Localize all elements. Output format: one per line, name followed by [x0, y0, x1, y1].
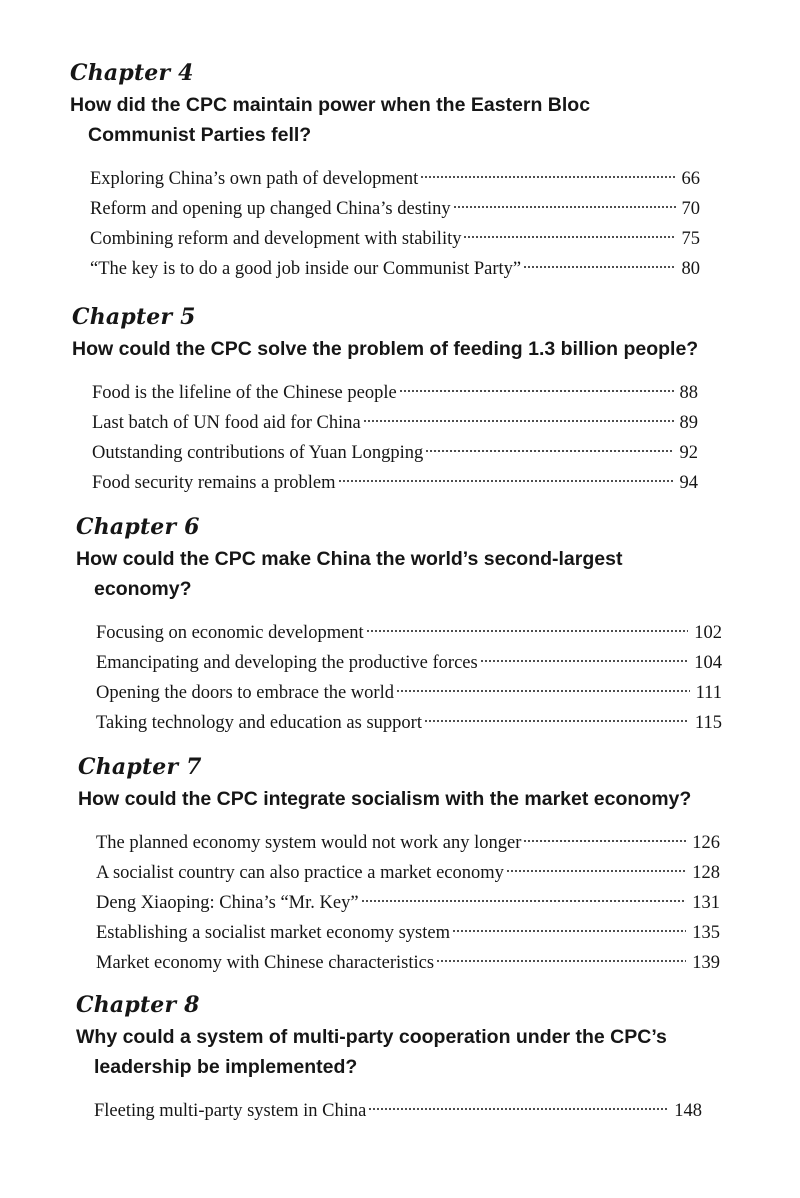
entry-page-number: 115 — [694, 713, 722, 733]
chapter-question — [70, 90, 700, 150]
entry-title: Food is the lifeline of the Chinese people — [92, 383, 397, 403]
entry-title: Reform and opening up changed China’s destiny — [90, 199, 451, 219]
entry-page-number: 104 — [694, 653, 722, 673]
chapter-label: Chapter 5 — [72, 304, 196, 330]
chapter-question-line: Communist Parties fell? — [88, 124, 312, 146]
entry-page-number: 75 — [681, 229, 700, 249]
toc-entry[interactable] — [96, 918, 720, 948]
toc-entry[interactable] — [96, 948, 720, 978]
dot-leader — [338, 478, 674, 484]
entry-title: A socialist country can also practice a market economy — [96, 863, 504, 883]
chapter-label: Chapter 8 — [76, 992, 200, 1018]
entry-title: Focusing on economic development — [96, 623, 364, 643]
dot-leader — [424, 718, 689, 724]
chapter-question-line: leadership be implemented? — [94, 1056, 358, 1078]
entry-page-number: 66 — [681, 169, 700, 189]
dot-leader — [452, 928, 686, 934]
dot-leader — [425, 448, 673, 454]
chapter-question — [76, 1022, 726, 1082]
entry-list — [78, 828, 726, 978]
entry-page-number: 92 — [679, 443, 698, 463]
entry-title: Opening the doors to embrace the world — [96, 683, 394, 703]
entry-page-number: 135 — [692, 923, 720, 943]
dot-leader — [396, 688, 690, 694]
chapter-label: Chapter 4 — [70, 60, 194, 86]
dot-leader — [363, 418, 674, 424]
dot-leader — [366, 628, 689, 634]
entry-title: Outstanding contributions of Yuan Longping — [92, 443, 424, 463]
toc-entry[interactable] — [90, 254, 700, 284]
toc-entry[interactable] — [92, 408, 698, 438]
entry-page-number: 80 — [681, 259, 700, 279]
entry-title: Market economy with Chinese characteristics — [96, 953, 435, 973]
chapter-question — [78, 784, 726, 814]
entry-list — [76, 1096, 726, 1126]
entry-page-number: 88 — [679, 383, 698, 403]
entry-title: Last batch of UN food aid for China — [92, 413, 361, 433]
toc-entry[interactable] — [92, 468, 698, 498]
toc-entry[interactable] — [92, 438, 698, 468]
toc-entry[interactable] — [90, 164, 700, 194]
chapter-question-line: economy? — [94, 578, 192, 600]
toc-entry[interactable] — [94, 1096, 702, 1126]
chapter-label: Chapter 6 — [76, 514, 200, 540]
entry-page-number: 94 — [679, 473, 698, 493]
entry-list — [70, 164, 700, 284]
entry-title: The planned economy system would not work any longer — [96, 833, 522, 853]
entry-page-number: 111 — [695, 683, 722, 703]
toc-entry[interactable] — [92, 378, 698, 408]
entry-page-number: 139 — [692, 953, 720, 973]
toc-entry[interactable] — [96, 708, 722, 738]
chapter-4-section — [70, 60, 700, 284]
entry-title: Establishing a socialist market economy system — [96, 923, 451, 943]
chapter-question-line: How could the CPC solve the problem of feeding 1.3 billion people? — [72, 338, 699, 360]
dot-leader — [368, 1106, 668, 1112]
toc-entry[interactable] — [90, 194, 700, 224]
toc-entry[interactable] — [96, 888, 720, 918]
dot-leader — [420, 174, 675, 180]
toc-entry[interactable] — [96, 678, 722, 708]
entry-title: Exploring China’s own path of development — [90, 169, 419, 189]
entry-title: Fleeting multi-party system in China — [94, 1101, 367, 1121]
entry-page-number: 70 — [681, 199, 700, 219]
entry-title: Taking technology and education as support — [96, 713, 422, 733]
chapter-8-section — [76, 992, 726, 1126]
chapter-question — [72, 334, 724, 364]
dot-leader — [453, 204, 676, 210]
entry-title: Emancipating and developing the productive forces — [96, 653, 478, 673]
chapter-5-section — [72, 304, 724, 498]
dot-leader — [436, 958, 686, 964]
entry-page-number: 89 — [679, 413, 698, 433]
entry-page-number: 131 — [692, 893, 720, 913]
entry-list — [72, 378, 724, 498]
entry-page-number: 148 — [674, 1101, 702, 1121]
chapter-6-section — [76, 514, 722, 738]
toc-entry[interactable] — [96, 828, 720, 858]
chapter-question-line: How could the CPC integrate socialism with the market economy? — [78, 788, 692, 810]
toc-entry[interactable] — [96, 618, 722, 648]
dot-leader — [523, 838, 686, 844]
dot-leader — [463, 234, 675, 240]
entry-page-number: 128 — [692, 863, 720, 883]
chapter-question-line: How could the CPC make China the world’s second-largest — [76, 548, 623, 570]
dot-leader — [399, 388, 674, 394]
dot-leader — [480, 658, 689, 664]
dot-leader — [523, 264, 675, 270]
entry-title: “The key is to do a good job inside our Communist Party” — [90, 259, 522, 279]
toc-entry[interactable] — [96, 858, 720, 888]
chapter-label: Chapter 7 — [78, 754, 202, 780]
entry-title: Food security remains a problem — [92, 473, 336, 493]
toc-entry[interactable] — [96, 648, 722, 678]
entry-title: Deng Xiaoping: China’s “Mr. Key” — [96, 893, 359, 913]
chapter-question-line: Why could a system of multi-party cooperation under the CPC’s — [76, 1026, 667, 1048]
entry-list — [76, 618, 722, 738]
chapter-question — [76, 544, 722, 604]
chapter-question-line: How did the CPC maintain power when the Eastern Bloc — [70, 94, 591, 116]
dot-leader — [361, 898, 687, 904]
entry-title: Combining reform and development with stability — [90, 229, 462, 249]
entry-page-number: 126 — [692, 833, 720, 853]
toc-entry[interactable] — [90, 224, 700, 254]
entry-page-number: 102 — [694, 623, 722, 643]
chapter-7-section — [78, 754, 726, 978]
dot-leader — [506, 868, 686, 874]
